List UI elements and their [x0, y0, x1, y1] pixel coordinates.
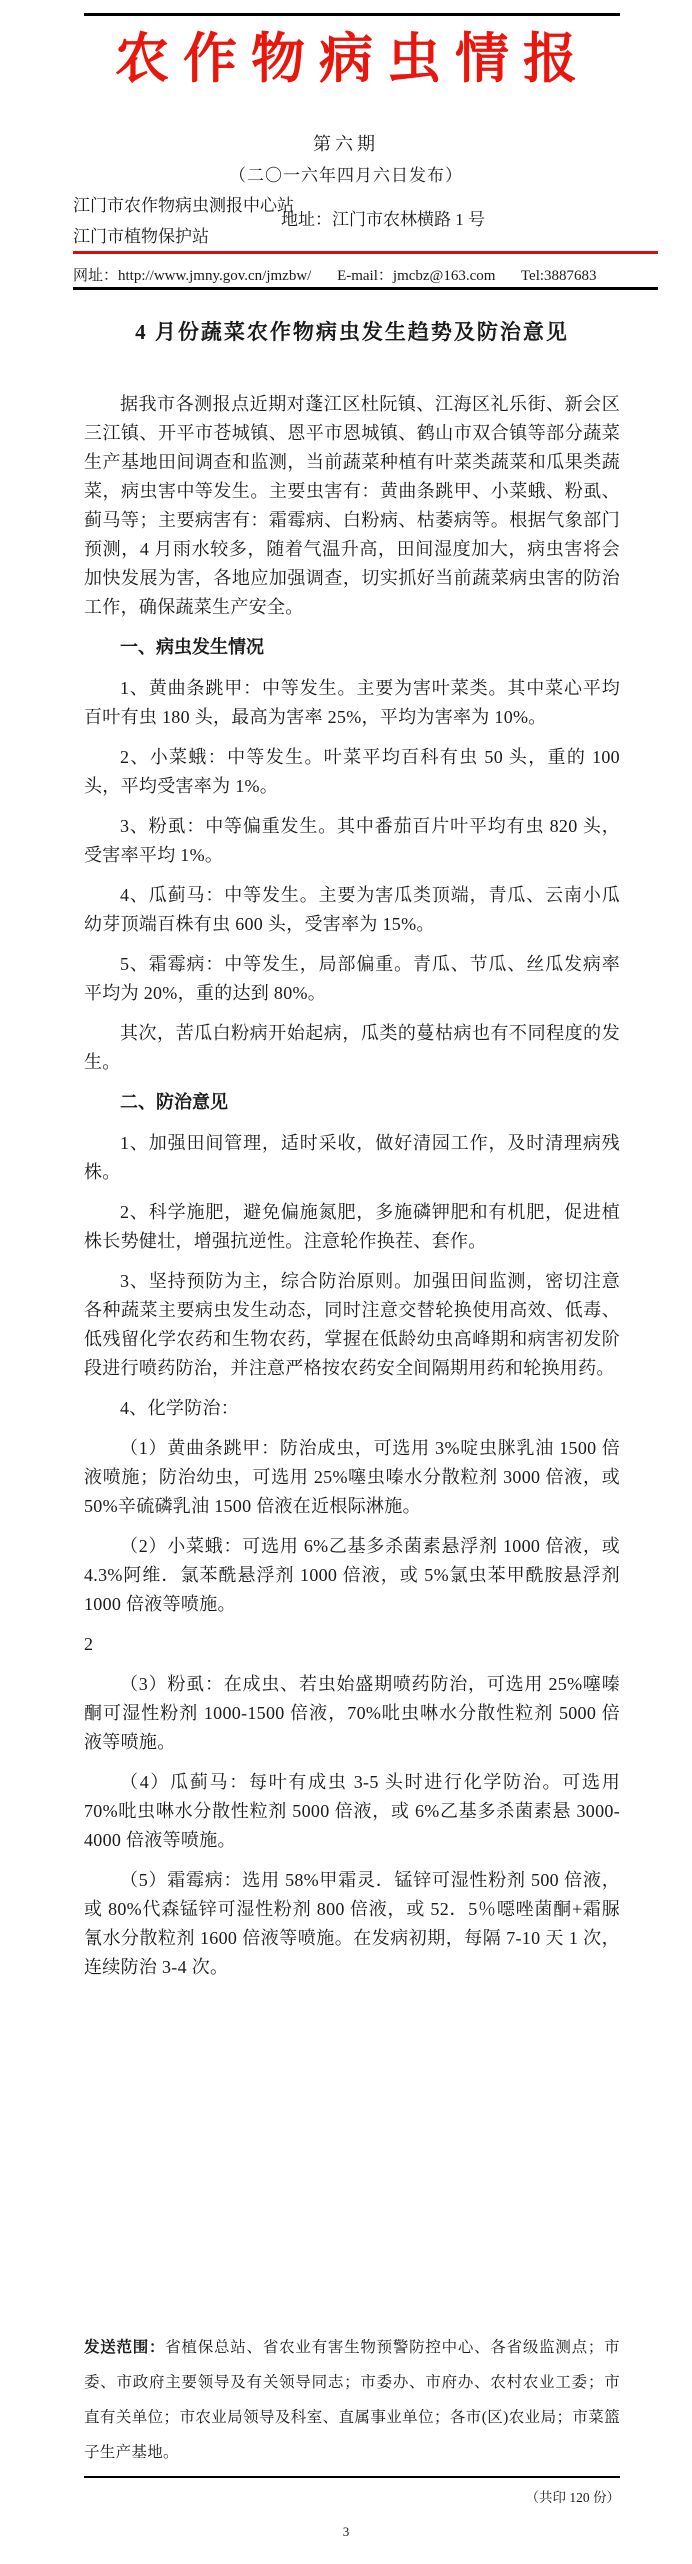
- issue-number: 第六期: [313, 134, 379, 154]
- print-count: （共印 120 份）: [525, 2490, 620, 2505]
- pest-item-other: 其次，苦瓜白粉病开始起病，瓜类的蔓枯病也有不同程度的发生。: [84, 1023, 620, 1072]
- address: 地址：江门市农林横路 1 号: [281, 210, 485, 229]
- page-2-number: 2: [84, 1634, 94, 1654]
- control-item-3: 3、坚持预防为主，综合防治原则。加强田间监测，密切注意各种蔬菜主要病虫发生动态，同时注意交替轮换使用高效、低毒、低残留化学农药和生物农药，掌握在低龄幼虫高峰期和病害初发阶段进行喷药防治，并注意严格按农药安全间隔期用药和轮换用药。: [84, 1271, 620, 1378]
- section-1-heading: 一、病虫发生情况: [120, 637, 264, 657]
- page-3-number: 3: [342, 2524, 350, 2539]
- header-bottom-rule: [73, 287, 658, 290]
- contact-line: [73, 264, 658, 285]
- control-item-4: 4、化学防治：: [120, 1398, 240, 1418]
- intro-paragraph: 据我市各测报点近期对蓬江区杜阮镇、江海区礼乐街、新会区三江镇、开平市苍城镇、恩平市恩城镇、鹤山市双合镇等部分蔬菜生产基地田间调查和监测，当前蔬菜种植有叶菜类蔬菜和瓜果类蔬菜，病虫害中等发生。主要虫害有：黄曲条跳甲、小菜蛾、粉虱、蓟马等；主要病害有：霜霉病、白粉病、枯萎病等。根据气象部门预测，4 月雨水较多，随着气温升高，田间湿度加大，病虫害将会加快发展为害，各地应加强调查，切实抓好当前蔬菜病虫害的防治工作，确保蔬菜生产安全。: [84, 394, 620, 617]
- chemical-item-3: （3）粉虱：在成虫、若虫始盛期喷药防治，可选用 25%噻嗪酮可湿性粉剂 1000-1500 倍液，70%吡虫啉水分散性粒剂 5000 倍液等喷施。: [84, 1674, 620, 1752]
- email-address: E-mail：jmcbz@163.com: [337, 268, 496, 284]
- document-footer: [84, 2330, 620, 2506]
- issuing-orgs: [73, 190, 658, 246]
- chemical-item-2: （2）小菜蛾：可选用 6%乙基多杀菌素悬浮剂 1000 倍液，或 4.3%阿维．氯苯酰悬浮剂 1000 倍液，或 5%氯虫苯甲酰胺悬浮剂 1000 倍液等喷施。: [84, 1536, 620, 1614]
- section-2-heading: 二、防治意见: [120, 1092, 228, 1112]
- footer-rule: [84, 2476, 620, 2478]
- distribution-label: 发送范围：: [84, 2339, 166, 2356]
- phone-number: Tel:3887683: [520, 268, 597, 284]
- control-item-2: 2、科学施肥，避免偏施氮肥，多施磷钾肥和有机肥，促进植株长势健壮，增强抗逆性。注意轮作换茬、套作。: [84, 1202, 620, 1251]
- pest-item-5: 5、霜霉病：中等发生，局部偏重。青瓜、节瓜、丝瓜发病率平均为 20%，重的达到 80%。: [84, 954, 620, 1003]
- publish-date: （二〇一六年四月六日发布）: [229, 166, 463, 185]
- red-divider: [73, 251, 658, 254]
- org-names: [73, 190, 294, 252]
- article-title: 4 月份蔬菜农作物病虫发生趋势及防治意见: [135, 320, 569, 344]
- distribution-scope: [84, 2330, 620, 2470]
- org-name-1: 江门市农作物病虫测报中心站: [73, 196, 294, 215]
- pest-item-3: 3、粉虱：中等偏重发生。其中番茄百片叶平均有虫 820 头，受害率平均 1%。: [84, 816, 620, 865]
- chemical-item-5: （5）霜霉病：选用 58%甲霜灵．锰锌可湿性粉剂 500 倍液，或 80%代森锰锌可湿性粉剂 800 倍液，或 52．5％噁唑菌酮+霜脲氰水分散粒剂 1600 倍液等喷施。在发病初期，每隔 7-10 天 1 次，连续防治 3-4 次。: [84, 1870, 620, 1977]
- chemical-item-4: （4）瓜蓟马：每叶有成虫 3-5 头时进行化学防治。可选用 70%吡虫啉水分散性粒剂 5000 倍液，或 6%乙基多杀菌素悬 3000-4000 倍液等喷施。: [84, 1772, 620, 1850]
- pest-item-4: 4、瓜蓟马：中等发生。主要为害瓜类顶端，青瓜、云南小瓜幼芽顶端百株有虫 600 头，受害率为 15%。: [84, 885, 620, 934]
- distribution-text: 省植保总站、省农业有害生物预警防控中心、各省级监测点；市委、市政府主要领导及有关领导同志；市委办、市府办、农村农业工委；市直有关单位；市农业局领导及科室、直属事业单位；各市(区)农业局；市菜篮子生产基地。: [84, 2339, 620, 2461]
- chemical-item-1: （1）黄曲条跳甲：防治成虫，可选用 3%啶虫脒乳油 1500 倍液喷施；防治幼虫，可选用 25%噻虫嗪水分散粒剂 3000 倍液，或 50%辛硫磷乳油 1500 倍液在近根际淋施。: [84, 1438, 620, 1516]
- control-item-1: 1、加强田间管理，适时采收，做好清园工作，及时清理病残株。: [84, 1133, 620, 1182]
- pest-item-1: 1、黄曲条跳甲：中等发生。主要为害叶菜类。其中菜心平均百叶有虫 180 头，最高为害率 25%，平均为害率为 10%。: [84, 678, 620, 727]
- pest-item-2: 2、小菜蛾：中等发生。叶菜平均百科有虫 50 头，重的 100 头，平均受害率为 1%。: [84, 747, 620, 796]
- org-name-2: 江门市植物保护站: [73, 227, 209, 246]
- website-url: 网址：http://www.jmny.gov.cn/jmzbw/: [73, 268, 312, 284]
- masthead-title: 农作物病虫情报: [115, 29, 591, 89]
- article-body: [84, 316, 620, 1993]
